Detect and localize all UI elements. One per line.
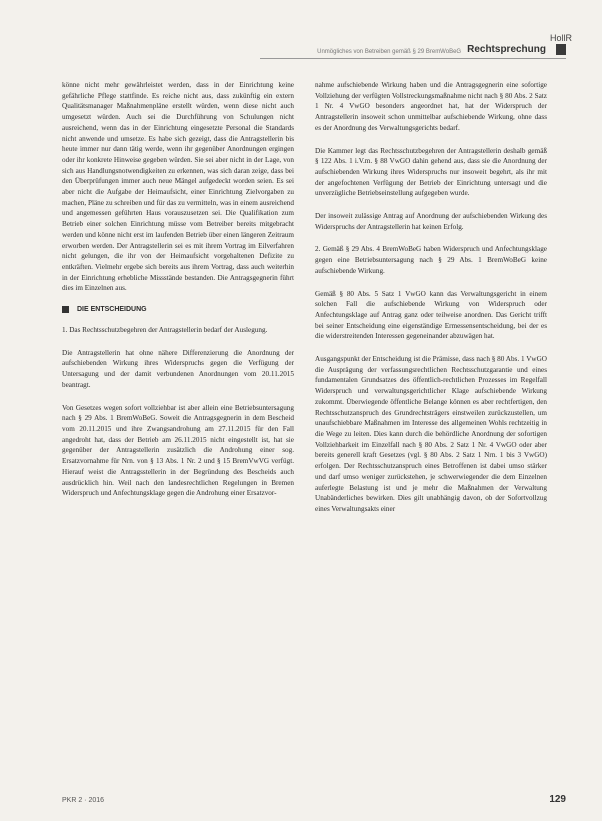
journal-brand: HollR bbox=[549, 33, 572, 43]
heading-square-icon bbox=[62, 306, 69, 313]
page-number: 129 bbox=[549, 794, 566, 805]
running-header-subtitle: Unmögliches von Betreiben gemäß § 29 BremWoBeG bbox=[317, 49, 462, 55]
paragraph: Die Antragstellerin hat ohne nähere Differenzierung die Anordnung der aufschiebenden Wirkung ihres Widerspruchs gegen die Verfügung der Untersagung und der damit verbundenen Anordnungen vom 20.11.2015 beantragt. bbox=[62, 348, 294, 389]
paragraph: Der insoweit zulässige Antrag auf Anordnung der aufschiebenden Wirkung des Widerspruchs der Antragstellerin hat keinen Erfolg. bbox=[315, 212, 547, 231]
paragraph: könne nicht mehr gewährleistet werden, dass in der Einrichtung keine gefährliche Pflege stattfinde. Es reiche nicht aus, dass zukünftig ein extern Qualitätsmanager Maßnahmenpläne erstellt würden, wenn diese nicht auch umgesetzt würden. Auch sei die Durchführung von Schulungen nicht ausreichend, wenn das in der Einrichtung eingesetzte Personal die Standards nicht anwende und umsetze. Es habe sich gezeigt, dass die Antragstellerin bis heute immer nur dann tätig werde, wenn ihr gegenüber Anordnungen ergingen oder ihr konkrete Hinweise gegeben würden. Sie sei aber nicht in der Lage, von sich aus Handlungsnotwendigkeiten zu erkennen, was sich daran zeige, dass bei den Überprüfungen immer auch neue Mängel aufgedeckt worden seien. Es sei aber nicht die Aufgabe der Heimaufsicht, einer Einrichtung Zielvorgaben zu machen, Pläne zu schreiben und für das zu vermitteln, was in einem ausreichend und angemessen geführten Haus vorauszusetzen sei. Die Qualifikation zum Betrieb einer solchen Einrichtung müsse vom Betreiber bereits mitgebracht werden und könne nicht erst im laufenden Betrieb über einen längeren Zeitraum erworben werden. Der Antragstellerin sei es mit ihrem Vortrag im Eilverfahren nicht gelungen, die ihr von der Heimaufsicht vorgehaltenen Defizite zu entkräften. Vielmehr ergebe sich bereits aus ihrem Vortrag, dass auch weiterhin in der Einrichtung erhebliche Missstände bestanden. Die Antragsgegnerin führt dies im Einzelnen aus. bbox=[62, 81, 294, 293]
header-rule bbox=[260, 58, 566, 59]
right-column bbox=[315, 80, 547, 527]
footer-journal: PKR 2 · 2016 bbox=[62, 797, 105, 804]
left-column bbox=[62, 80, 294, 511]
paragraph: Die Kammer legt das Rechtsschutzbegehren der Antragstellerin deshalb gemäß § 122 Abs. 1 i.V.m. § 88 VwGO dahin gehend aus, dass sie die Anordnung der aufschiebenden Wirkung ihres Widerspruchs nur insoweit begehrt, als ihr mit der angefochtenen Verfügung der Betrieb der Einrichtung untersagt und die unverzügliche Betriebseinstellung aufgegeben wurde. bbox=[315, 146, 547, 198]
paragraph: Ausgangspunkt der Entscheidung ist die Prämisse, dass nach § 80 Abs. 1 VwGO die Ausprägung der verfassungsrechtlichen Rechtsschutzgarantie und eines fundamentalen Grundsatzes des öffentlich-rechtlichen Prozesses im Regelfall Widerspruch und verwaltungsgerichtlicher Klage aufschiebende Wirkung zukommt. Überwiegende öffentliche Belange können es aber rechtfertigen, den Rechtsschutzanspruch des Grundrechtsträgers einstweilen zurückzustellen, um unaufschiebbare Maßnahmen im Interesse des allgemeinen Wohls rechtzeitig in die Wege zu leiten. Dies kann durch die behördliche Anordnung der sofortigen Vollziehbarkeit im Einzelfall nach § 80 Abs. 2 Satz 1 Nr. 4 VwGO oder aber bereits generell kraft Gesetzes (vgl. § 80 Abs. 2 Satz 1 Nrn. 1 bis 3 VwGO) erfolgen. Der Rechtsschutzanspruch eines Betroffenen ist dabei umso stärker und darf umso weniger zurückstehen, je schwerwiegender die dem Einzelnen auferlegte Belastung ist und je mehr die Maßnahmen der Verwaltung Unabänderliches bewirken. Dies gilt unabhängig davon, ob der Sofortvollzug eines Verwaltungsakts einer bbox=[315, 355, 547, 513]
section-marker bbox=[556, 44, 566, 55]
paragraph: nahme aufschiebende Wirkung haben und die Antragsgegnerin eine sofortige Vollziehung der verfügten Vollstreckungsmaßnahme nicht nach § 80 Abs. 2 Satz 1 Nr. 4 VwGO besonders angeordnet hat, hat der Widerspruch der Antragstellerin insoweit schon unmittelbar aufschiebende Wirkung, ohne dass es der Anordnung des Verwaltungsgerichts bedarf. bbox=[315, 81, 547, 132]
paragraph: Von Gesetzes wegen sofort vollziehbar ist aber allein eine Betriebsuntersagung nach § 29 Abs. 1 BremWoBeG. Soweit die Antragsgegnerin in dem Bescheid vom 20.11.2015 und ihre Zwangsandrohung am 27.11.2015 für den Fall angedroht hat, dass der Betrieb am 26.11.2015 nicht eingestellt ist, hat sie gegenüber der Antragstellerin zusätzlich die Androhung einer sog. Ersatzvornahme für Nrn. von § 13 Abs. 1 Nr. 2 und § 15 BremVwVG verfügt. Hierauf weist die Antragsstellerin in der Begründung des Bescheids auch ausdrücklich hin. Weil nach den landesrechtlichen Regelungen in Bremen Widerspruch und Anfechtungsklage gegen die Androhung einer Ersatzvor- bbox=[62, 403, 294, 498]
paragraph: Gemäß § 80 Abs. 5 Satz 1 VwGO kann das Verwaltungsgericht in einem solchen Fall die aufschiebende Wirkung von Widerspruch oder Anfechtungsklage auf Antrag ganz oder teilweise anordnen. Das Gericht trifft bei seiner Entscheidung eine eigenständige Ermessensentscheidung, bei der es die widerstreitenden Interessen gegeneinander abzuwägen hat. bbox=[315, 289, 547, 341]
heading-text: DIE ENTSCHEIDUNG bbox=[77, 306, 147, 314]
paragraph: 2. Gemäß § 29 Abs. 4 BremWoBeG haben Widerspruch und Anfechtungsklage gegen eine Betriebsuntersagung nach § 29 Abs. 1 BremWoBeG keine aufschiebende Wirkung. bbox=[315, 245, 547, 275]
running-header bbox=[260, 44, 566, 55]
section-title: Rechtsprechung bbox=[467, 44, 546, 55]
section-heading bbox=[62, 306, 294, 313]
paragraph: 1. Das Rechtsschutzbegehren der Antragstellerin bedarf der Auslegung. bbox=[62, 326, 268, 335]
